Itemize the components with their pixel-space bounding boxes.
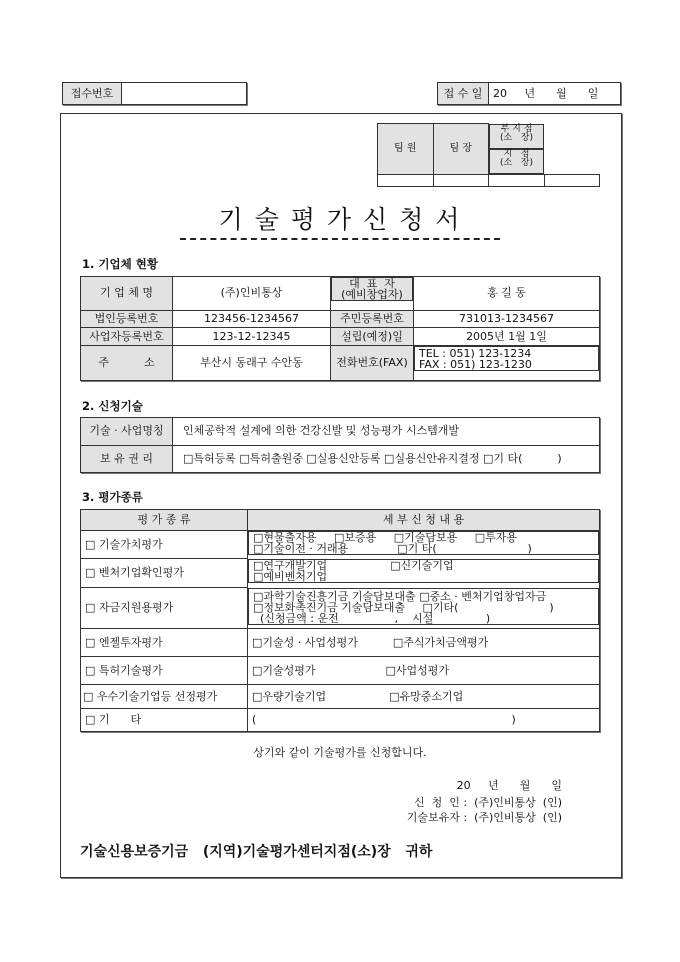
eval-detail[interactable]: ( )	[248, 709, 600, 732]
receipt-number-label: 접수번호	[63, 83, 122, 105]
eval-detail[interactable]: □우량기술기업 □유망중소기업	[248, 685, 600, 709]
business-reg-label: 사업자등록번호	[81, 328, 173, 346]
tech-name-value[interactable]: 인체공학적 설계에 의한 건강신발 및 성능평가 시스템개발	[173, 418, 600, 446]
eval-type-angel[interactable]: □ 엔젤투자평가	[81, 629, 248, 657]
applicant-sign[interactable]: 신 청 인 : (주)인비통상 (인)	[414, 796, 562, 809]
eval-type-other[interactable]: □ 기 타	[81, 709, 248, 732]
eval-detail[interactable]: □연구개발기업 □신기술기업 □예비벤처기업	[248, 559, 599, 583]
evaluation-type-table	[80, 509, 600, 732]
approval-sign-branch[interactable]	[544, 174, 600, 187]
approval-header-leader: 팀 장	[433, 124, 489, 175]
resident-reg-value[interactable]: 731013-1234567	[414, 310, 600, 328]
table-row	[81, 531, 600, 559]
business-reg-value[interactable]: 123-12-12345	[173, 328, 331, 346]
table-row	[81, 629, 600, 657]
company-name-label: 기 업 체 명	[81, 277, 173, 311]
section2-heading: 2. 신청기술	[82, 399, 143, 413]
rights-label: 보 유 권 리	[81, 445, 173, 473]
section3-heading: 3. 평가종류	[82, 490, 143, 504]
table-row	[81, 418, 600, 446]
resident-reg-label: 주민등록번호	[331, 310, 414, 328]
approval-sign-leader[interactable]	[433, 174, 489, 187]
corp-reg-value[interactable]: 123456-1234567	[173, 310, 331, 328]
col-header-type: 평 가 종 류	[81, 510, 248, 531]
phone-fax-value[interactable]: TEL : 051) 123-1234 FAX : 051) 123-1230	[414, 346, 599, 371]
tech-name-label: 기술 · 사업명칭	[81, 418, 173, 446]
table-row	[81, 277, 600, 311]
addressee: 기술신용보증기금 (지역)기술평가센터지점(소)장 귀하	[80, 844, 433, 860]
eval-type-funding[interactable]: □ 자금지원용평가	[81, 588, 248, 629]
eval-type-excellent[interactable]: □ 우수기술기업등 선정평가	[81, 685, 248, 709]
rights-options[interactable]: □특허등록 □특허출원중 □실용신안등록 □실용신안유지결정 □기 타( )	[173, 445, 600, 473]
table-row	[81, 445, 600, 473]
eval-detail[interactable]: □기술성 · 사업성평가 □주식가치금액평가	[248, 629, 600, 657]
section1-heading: 1. 기업체 현황	[82, 257, 158, 271]
eval-detail[interactable]: □과학기술진흥기금 기술담보대출 □중소 · 벤처기업창업자금 □정보화촉진기금 기술담보대출 □기타( ) (신청금액 : 운전 , 시설 )	[248, 588, 599, 625]
eval-detail[interactable]: □현물출자용 □보증용 □기술담보용 □투자용 □기술이전 · 거래용 □기 타( )	[248, 531, 599, 555]
table-row	[81, 709, 600, 732]
approval-sign-deputy[interactable]	[489, 174, 545, 187]
form-title: 기 술 평 가 신 청 서	[180, 200, 500, 240]
eval-type-patent[interactable]: □ 특허기술평가	[81, 657, 248, 685]
address-value[interactable]: 부산시 동래구 수안동	[173, 345, 331, 380]
representative-label: 대 표 자 (예비창업자)	[331, 277, 413, 301]
receipt-number-box	[62, 82, 247, 105]
phone-fax-label: 전화번호(FAX)	[331, 345, 414, 380]
table-row	[81, 345, 600, 380]
col-header-detail: 세 부 신 청 내 용	[248, 510, 600, 531]
approval-sign-member[interactable]	[378, 174, 434, 187]
eval-type-venture[interactable]: □ 벤처기업확인평가	[81, 559, 248, 588]
holder-sign[interactable]: 기술보유자 : (주)인비통상 (인)	[406, 811, 562, 824]
eval-detail[interactable]: □기술성평가 □사업성평가	[248, 657, 600, 685]
receipt-number-field[interactable]	[122, 83, 247, 105]
company-info-table	[80, 276, 600, 381]
receipt-date-field[interactable]: 20 년 월 일	[489, 83, 621, 105]
company-name-value[interactable]: (주)인비통상	[173, 277, 331, 311]
approval-header-member: 팀 원	[378, 124, 434, 175]
table-row	[81, 328, 600, 346]
statement-text: 상기와 같이 기술평가를 신청합니다.	[253, 746, 427, 759]
receipt-date-label: 접 수 일	[438, 83, 489, 105]
approval-header-branch: 지 점 (소 장)	[489, 149, 544, 174]
tech-info-table	[80, 417, 600, 473]
established-label: 설립(예정)일	[331, 328, 414, 346]
representative-value[interactable]: 홍 길 동	[414, 277, 600, 311]
approval-table	[377, 123, 600, 187]
table-row	[81, 657, 600, 685]
table-row	[81, 588, 600, 629]
receipt-date-box	[437, 82, 621, 105]
table-row	[81, 559, 600, 588]
corp-reg-label: 법인등록번호	[81, 310, 173, 328]
address-label: 주 소	[81, 345, 173, 380]
eval-type-tech-value[interactable]: □ 기술가치평가	[81, 531, 248, 559]
table-row	[81, 685, 600, 709]
established-value[interactable]: 2005년 1월 1일	[414, 328, 600, 346]
table-row	[81, 310, 600, 328]
approval-header-deputy: 부 지 점 (소 장)	[489, 124, 544, 149]
sign-date[interactable]: 20 년 월 일	[456, 779, 562, 792]
